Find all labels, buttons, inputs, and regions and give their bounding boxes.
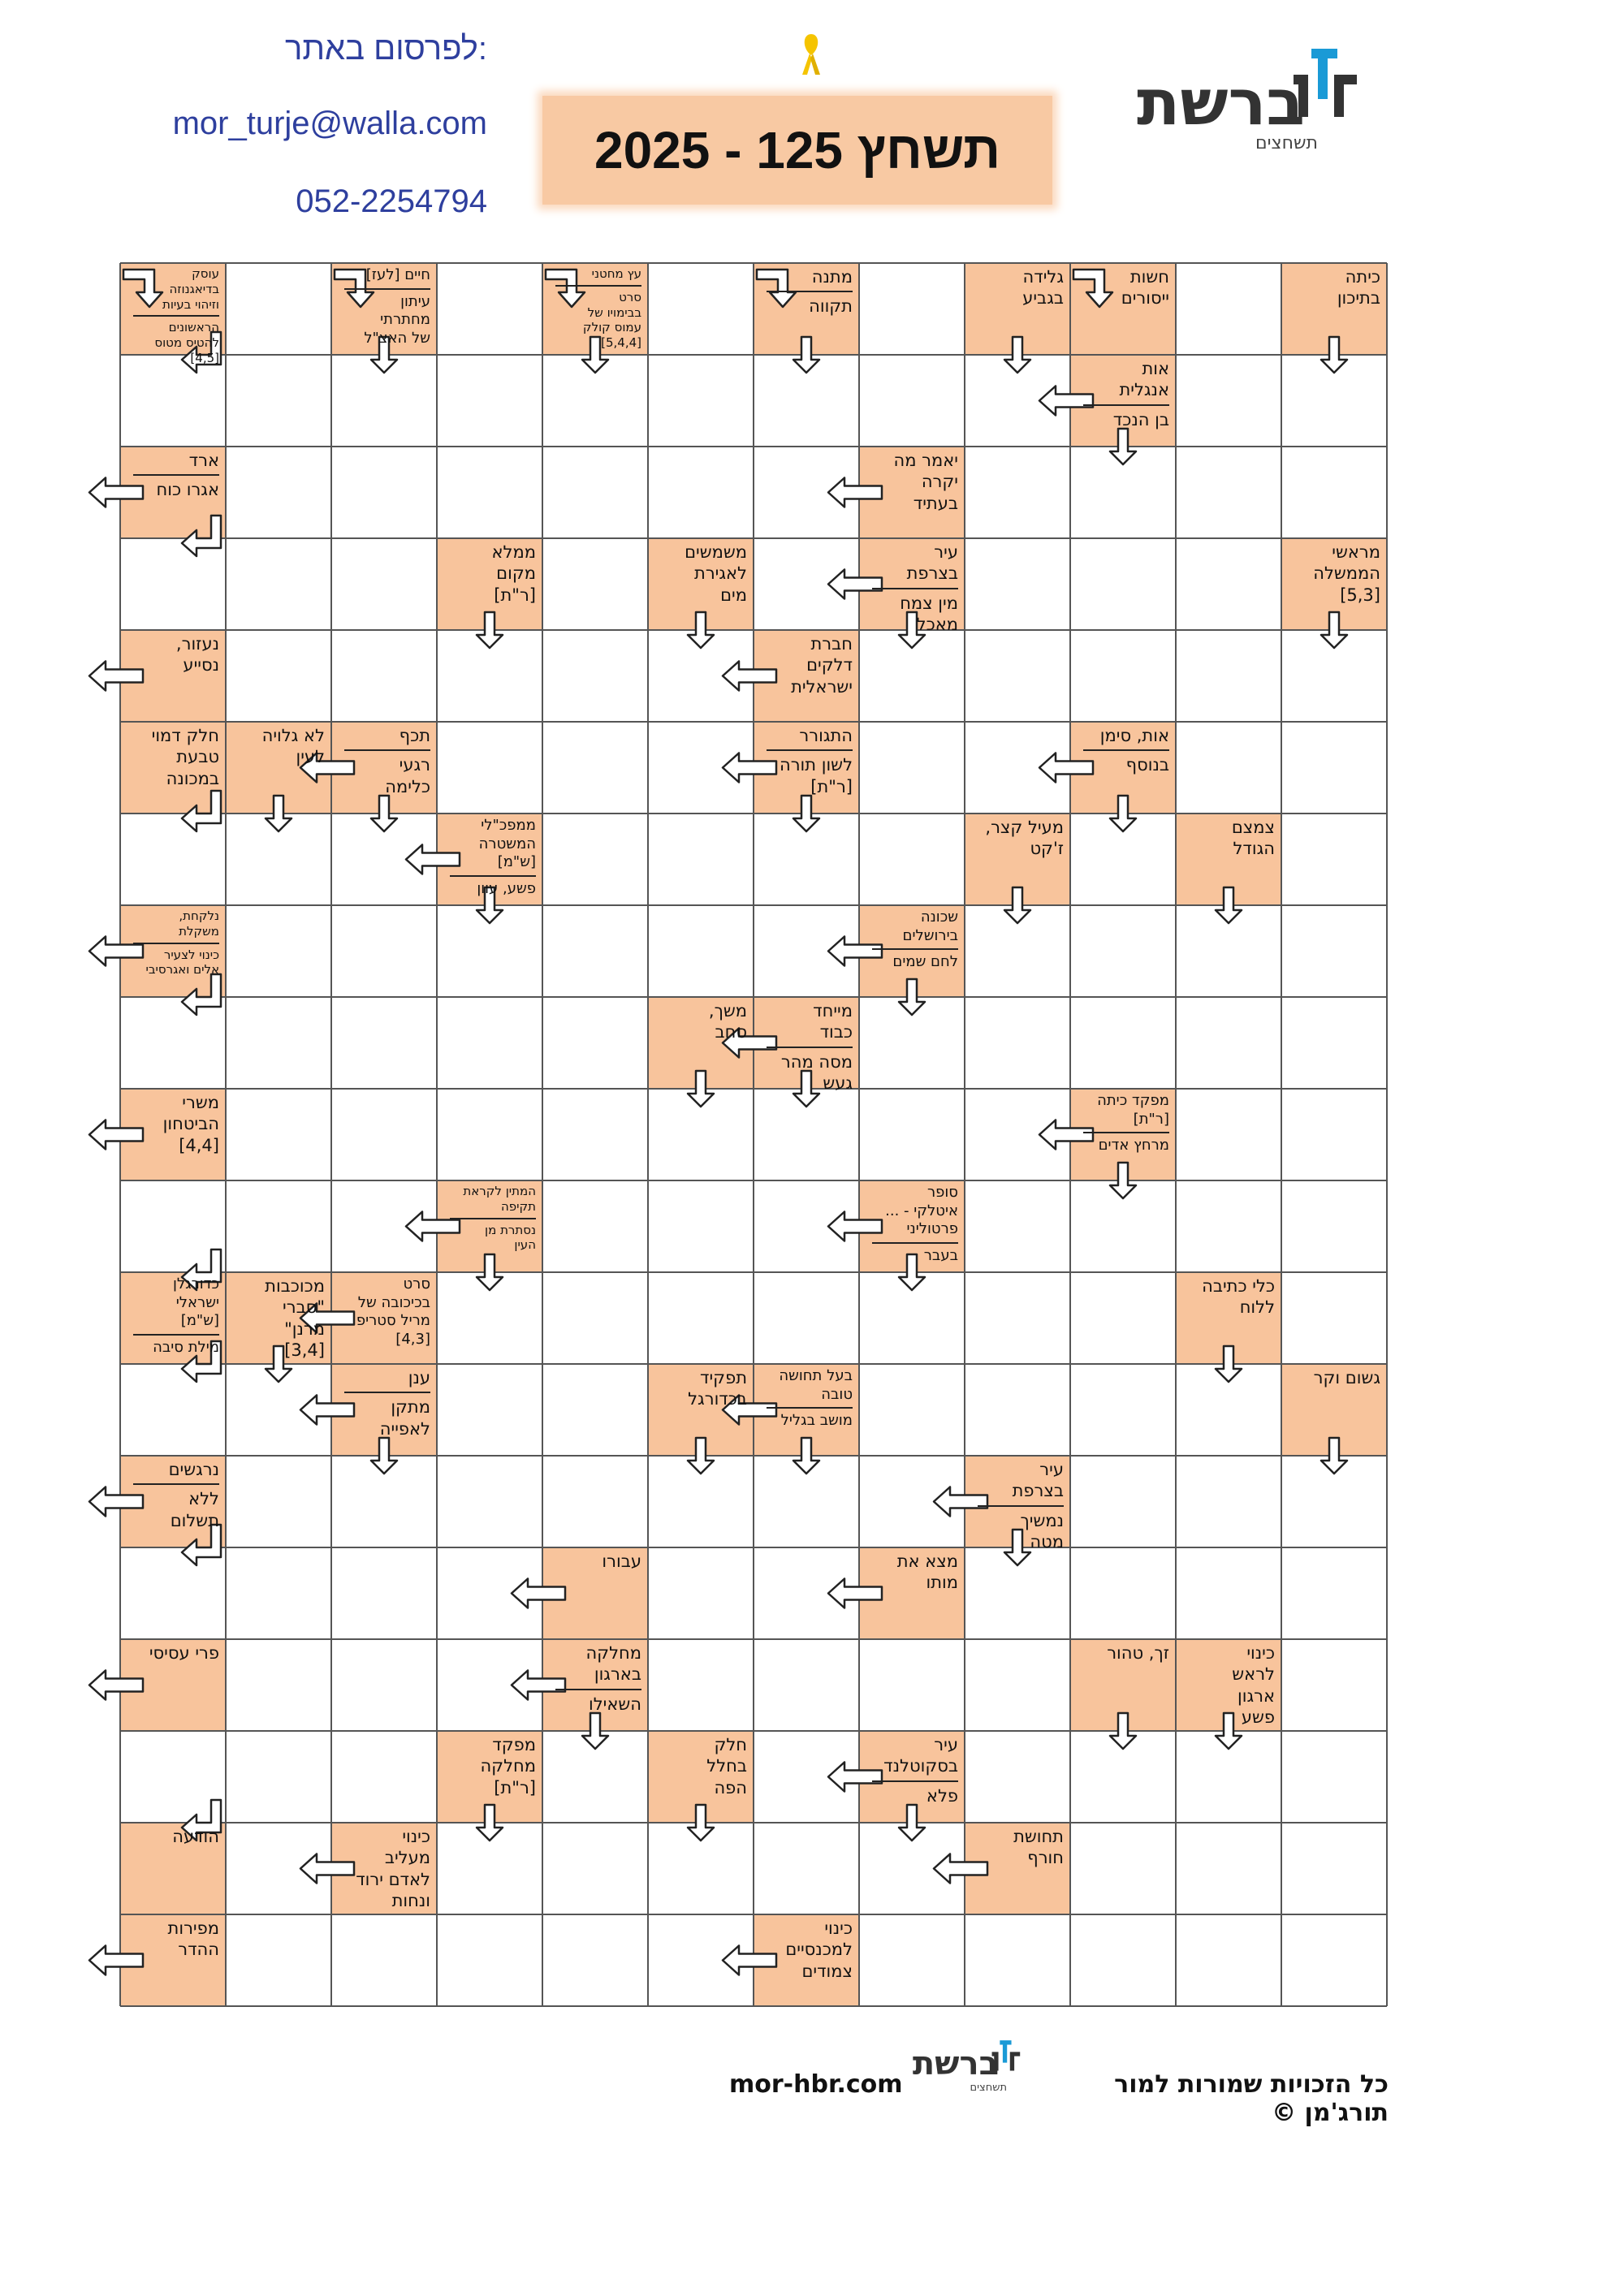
clue-text (125, 1642, 219, 1664)
clue-line: זך, טהור (1107, 1643, 1169, 1663)
clue-line: משמשים (685, 542, 747, 562)
clue-text (125, 266, 219, 366)
clue-line: מילת סיבה (153, 1338, 219, 1356)
clue-line: ההדר (178, 1940, 219, 1960)
clue-line: [ר"ת] (494, 585, 536, 605)
clue-text (336, 725, 430, 797)
clue-line: מאכל (916, 614, 958, 634)
clue-separator (344, 1392, 430, 1393)
clue-text (336, 1275, 430, 1349)
clue-line: סופר (927, 1184, 958, 1201)
clue-line: ללוח (1239, 1297, 1275, 1318)
clue-line: [ש"מ] (180, 1312, 219, 1329)
clue-line: [ש"מ] (497, 853, 536, 870)
clue-text (125, 450, 219, 501)
clue-text (864, 908, 958, 972)
clue-line: לא גלויה (261, 726, 325, 745)
clue-line: ללא (188, 1489, 219, 1509)
clue-line: מרחץ אדים (1098, 1137, 1169, 1154)
clue-line: פשע (1241, 1707, 1275, 1727)
clue-text (547, 266, 641, 351)
clue-line: [4,4] (179, 1135, 219, 1155)
clue-line: בעל תחושה (779, 1367, 853, 1384)
clue-text (442, 1184, 536, 1253)
clue-text (970, 266, 1064, 309)
clue-text (1075, 1092, 1169, 1155)
clue-text (442, 542, 536, 606)
clue-separator (555, 1689, 641, 1690)
clue-line: מצא את (896, 1552, 958, 1571)
clue-line: בעתיד (913, 493, 958, 513)
clue-text (758, 1918, 853, 1982)
clue-line: הממשלה (1313, 563, 1380, 584)
clue-line: אגרו כוח (156, 480, 219, 500)
clue-line: כינוי (402, 1827, 430, 1846)
clue-line: גלידה (1022, 267, 1064, 287)
clue-separator (767, 1407, 853, 1409)
clue-line: כינוי (1246, 1643, 1275, 1663)
clue-line: דלקים (806, 655, 853, 675)
clue-line: כדורגלן (173, 1275, 219, 1293)
clue-line: נעזור, (175, 634, 219, 654)
clue-line: פרי עסיסי (149, 1643, 219, 1663)
clue-line: המתין לקראת (463, 1184, 536, 1198)
clue-text (653, 1734, 747, 1798)
clue-text (1075, 1642, 1169, 1664)
clue-line: בכיכובה של (357, 1293, 430, 1311)
clue-line: נרגשים (168, 1460, 219, 1479)
clue-text (864, 542, 958, 635)
clue-text (1181, 817, 1275, 860)
clue-line: פשע, עוון (477, 879, 536, 897)
clue-line: בסקוטלנד (883, 1756, 958, 1776)
clue-line: מפירות (167, 1918, 219, 1938)
clue-line: איטלקי - ... (885, 1202, 958, 1219)
clue-line: סרט (619, 289, 641, 304)
clue-line: מתקן (391, 1397, 430, 1418)
clue-text (758, 1000, 853, 1094)
clue-line: מחלקה (480, 1756, 536, 1776)
clue-separator (978, 1505, 1064, 1507)
clue-line: ממפכ"לי (481, 817, 536, 834)
logo-subtitle: תשחצים (1255, 133, 1318, 153)
clue-text (864, 450, 958, 514)
clue-line: תפקיד (700, 1368, 747, 1388)
clue-line: בצרפת (1012, 1481, 1064, 1501)
clue-line: לראש (1232, 1664, 1275, 1685)
clue-line: חיים [לעז] (365, 266, 430, 283)
clue-line: לחם שמים (892, 953, 958, 970)
clue-text (970, 1459, 1064, 1552)
clue-line: עיתון (400, 292, 430, 310)
clue-text (125, 633, 219, 676)
footer-logo-word: ברשת (912, 2045, 999, 2082)
contact-email[interactable]: mor_turje@walla.com (172, 106, 487, 141)
clue-line: מושב בגליל (780, 1412, 853, 1429)
contact-phone[interactable]: 052-2254794 (296, 183, 487, 219)
clue-separator (872, 588, 958, 589)
clue-line: ונחות (391, 1890, 430, 1910)
clue-line: משך, (708, 1001, 747, 1021)
clue-line: עבורו (602, 1552, 641, 1571)
clue-line: מראשי (1332, 542, 1380, 562)
copyright-text: כל הזכויות שמורות למור תורג'מן © (1114, 2070, 1389, 2127)
clue-text (758, 633, 853, 697)
clue-line: כבוד (819, 1022, 853, 1042)
clue-line: מין צמח (900, 593, 958, 613)
clue-line: מפקד (492, 1735, 536, 1754)
clue-text (758, 725, 853, 797)
clue-text (547, 1642, 641, 1715)
clue-text (1075, 725, 1169, 776)
clue-line: מחתרתי (380, 311, 430, 328)
clue-separator (555, 285, 641, 287)
clue-line: סחב (715, 1022, 747, 1042)
clue-separator (450, 1218, 536, 1219)
clue-line: אות (1142, 359, 1169, 378)
clue-line: ארד (188, 451, 219, 470)
clue-separator (767, 1047, 853, 1048)
clue-text (547, 1551, 641, 1572)
clue-line: ארגון (1237, 1685, 1275, 1706)
clue-line: מחלקה (585, 1643, 641, 1663)
clue-line: געש (823, 1072, 853, 1093)
clue-text (336, 266, 430, 347)
clue-text (864, 1184, 958, 1265)
clue-text (442, 1734, 536, 1798)
clue-line: העין (514, 1237, 536, 1253)
clue-separator (1083, 1132, 1169, 1133)
clue-text (1286, 1367, 1380, 1388)
clue-line: תשלום (170, 1510, 219, 1530)
clue-line: הגודל (1233, 839, 1275, 859)
puzzle-title: תשחץ 125 - 2025 (594, 121, 1001, 179)
clue-line: מריל סטריפ (356, 1312, 430, 1329)
clue-line: השאילו (589, 1694, 641, 1714)
clue-separator (133, 315, 219, 317)
clue-separator (872, 1242, 958, 1244)
clue-text (125, 1275, 219, 1357)
clue-line: התגורר (799, 726, 853, 745)
clue-text (336, 1367, 430, 1439)
clue-line: טובה (821, 1385, 853, 1403)
clue-text (1181, 1275, 1275, 1318)
clue-line: נלקחת, (179, 908, 219, 923)
clue-line: סרט (403, 1275, 430, 1293)
clue-line: הראשונים (168, 320, 219, 335)
clue-line: בבימויו של (587, 304, 641, 320)
clue-line: צמודים (801, 1961, 853, 1981)
clue-line: נסתרת מן (485, 1222, 536, 1237)
clue-text (231, 1275, 325, 1361)
clue-text (864, 1551, 958, 1594)
clue-text (125, 1826, 219, 1847)
clue-separator (133, 1334, 219, 1336)
clue-line: לעין (296, 747, 325, 767)
clue-line: עיר (1039, 1460, 1064, 1479)
logo-word: ברשת (1137, 67, 1305, 140)
clue-line: בנוסף (1125, 755, 1169, 775)
clue-line: כלי כתיבה (1202, 1276, 1275, 1296)
clue-line: במכונה (166, 768, 219, 788)
clue-line: מכוכבות (265, 1276, 325, 1296)
clue-text (1286, 542, 1380, 606)
clue-text (653, 1367, 747, 1410)
clue-line: מרנן" (284, 1318, 325, 1339)
clue-line: בתיכון (1337, 288, 1380, 309)
clue-line: אלים ואגרסיבי (145, 962, 219, 978)
clue-text (1075, 266, 1169, 309)
clue-line: מטה (1030, 1531, 1064, 1552)
clue-text (970, 1826, 1064, 1869)
clue-text (125, 1918, 219, 1961)
clue-line: משקלת (179, 923, 219, 939)
clue-line: מסה מהר (780, 1051, 853, 1072)
clue-text (125, 1459, 219, 1531)
clue-line: [ר"ת] (810, 776, 853, 796)
clue-text (1181, 1642, 1275, 1728)
clue-line: חורף (1027, 1848, 1064, 1868)
clue-separator (1083, 749, 1169, 751)
clue-text (970, 817, 1064, 860)
clue-line: בארגון (594, 1664, 641, 1685)
clue-line: פרטוליני (906, 1220, 958, 1237)
website-link[interactable]: mor-hbr.com (729, 2070, 903, 2099)
clue-line: מייחד (813, 1001, 853, 1021)
clue-separator (1083, 404, 1169, 406)
clue-line: עוסק (192, 266, 219, 281)
clue-line: עץ מחטני (591, 266, 641, 281)
clue-line: גשום וקר (1313, 1368, 1380, 1388)
clue-line: לאגירת (694, 563, 747, 584)
clue-line: מותו (926, 1573, 958, 1593)
clue-text (336, 1826, 430, 1911)
clue-line: בכדורגל (688, 1389, 747, 1409)
clue-line: כינוי לצעיר (163, 947, 219, 962)
clue-line: מפקד כיתה (1097, 1092, 1169, 1109)
clue-line: חברת (810, 634, 853, 654)
clue-line: לשון תורה (779, 755, 853, 775)
clue-line: חשות (1129, 267, 1169, 287)
clue-line: טבעת (176, 747, 219, 767)
clue-text (125, 1092, 219, 1156)
clue-line: יאמר מה (893, 451, 958, 470)
footer-logo-subtitle: תשחצים (970, 2082, 1007, 2094)
clue-line: תחושת (1013, 1827, 1064, 1846)
clue-line: בגביע (1022, 288, 1064, 309)
clue-line: [ר"ת] (1133, 1110, 1169, 1128)
clue-line: משרי (182, 1093, 219, 1112)
clue-line: ישראלית (791, 676, 853, 697)
clue-line: כיתה (1345, 267, 1380, 287)
clue-line: בדיאגנוזה (169, 281, 219, 296)
clue-line: [4,5] (190, 350, 219, 365)
clue-line: בחלל (706, 1756, 747, 1776)
clue-separator (872, 1780, 958, 1782)
clue-line: [5,4,4] (601, 335, 641, 350)
clue-line: של האצ"ל (364, 329, 430, 347)
clue-line: בעבר (923, 1246, 958, 1264)
clue-text (125, 908, 219, 978)
clue-separator (344, 288, 430, 290)
clue-line: נסייע (183, 655, 219, 675)
clue-line: להטיס מטוס (154, 335, 219, 350)
clue-line: הביטחון (162, 1114, 219, 1134)
clue-line: מעליב (384, 1848, 430, 1868)
clue-line: ייסורים (1121, 288, 1169, 309)
clue-line: בצרפת (906, 563, 958, 584)
clue-text (1286, 266, 1380, 309)
clue-line: [5,3] (1340, 585, 1380, 605)
clue-separator (344, 749, 430, 751)
clue-line: תקיפה (500, 1198, 536, 1214)
clue-line: ענן (408, 1368, 430, 1388)
clue-line: נמשיך (1020, 1510, 1064, 1530)
advertise-label: לפרסום באתר: (285, 31, 487, 67)
clue-separator (767, 749, 853, 751)
clue-line: לאפייה (379, 1418, 430, 1439)
clue-line: כלימה (385, 776, 430, 796)
clue-line: חלק (714, 1735, 747, 1754)
clue-line: מקום (496, 563, 536, 584)
clue-line: מתנה (811, 267, 853, 287)
clue-line: [ר"ת] (494, 1777, 536, 1798)
clue-line: המשטרה (478, 835, 536, 852)
clue-line: תקווה (809, 296, 853, 317)
clue-line: שכונה (920, 908, 958, 926)
clue-separator (133, 943, 219, 944)
footer-logo (901, 2036, 1023, 2101)
clue-line: למכנסיים (785, 1940, 853, 1960)
clue-separator (767, 291, 853, 292)
clue-line: ממלא (491, 542, 536, 562)
clue-line: עיר (934, 1735, 958, 1754)
clue-line: הודעה (172, 1827, 219, 1846)
clue-text (125, 725, 219, 789)
clue-separator (133, 474, 219, 476)
clue-line: פלא (926, 1785, 958, 1806)
clue-line: ישראלי (175, 1293, 219, 1311)
clue-text (442, 817, 536, 898)
clue-line: [3,4] (284, 1340, 325, 1360)
clue-text (231, 725, 325, 768)
clue-line: תכף (399, 726, 430, 745)
clue-line: וזיהוי בעיות (162, 296, 219, 312)
clue-line: עמוס קולק (582, 320, 641, 335)
clue-line: עיר (934, 542, 958, 562)
clue-line: לאדם ירוד (356, 1869, 430, 1889)
clue-text (758, 266, 853, 317)
clue-line: בירושלים (902, 926, 958, 944)
clue-separator (450, 875, 536, 877)
clue-text (1075, 358, 1169, 430)
clue-line: [4,3] (395, 1330, 430, 1348)
clue-text (653, 1000, 747, 1043)
clue-separator (133, 1483, 219, 1485)
clue-line: הפה (714, 1777, 747, 1798)
clue-separator (872, 948, 958, 950)
clue-line: מעיל קצר, (985, 818, 1064, 837)
clue-text (758, 1367, 853, 1431)
clue-line: רגעי (399, 755, 430, 775)
clue-text (864, 1734, 958, 1806)
clue-line: אות, סימן (1099, 726, 1169, 745)
clue-text (653, 542, 747, 606)
clue-line: ז'קט (1030, 839, 1064, 859)
clue-line: בן הנכד (1112, 409, 1169, 429)
clue-line: "סברי (283, 1297, 325, 1318)
clue-line: כינוי (824, 1918, 853, 1938)
clue-line: אנגלית (1119, 380, 1169, 400)
clue-line: מים (720, 585, 747, 605)
clue-line: צמצם (1231, 818, 1275, 837)
clue-line: חלק דמוי (151, 726, 219, 745)
clue-line: יקרה (921, 472, 958, 492)
